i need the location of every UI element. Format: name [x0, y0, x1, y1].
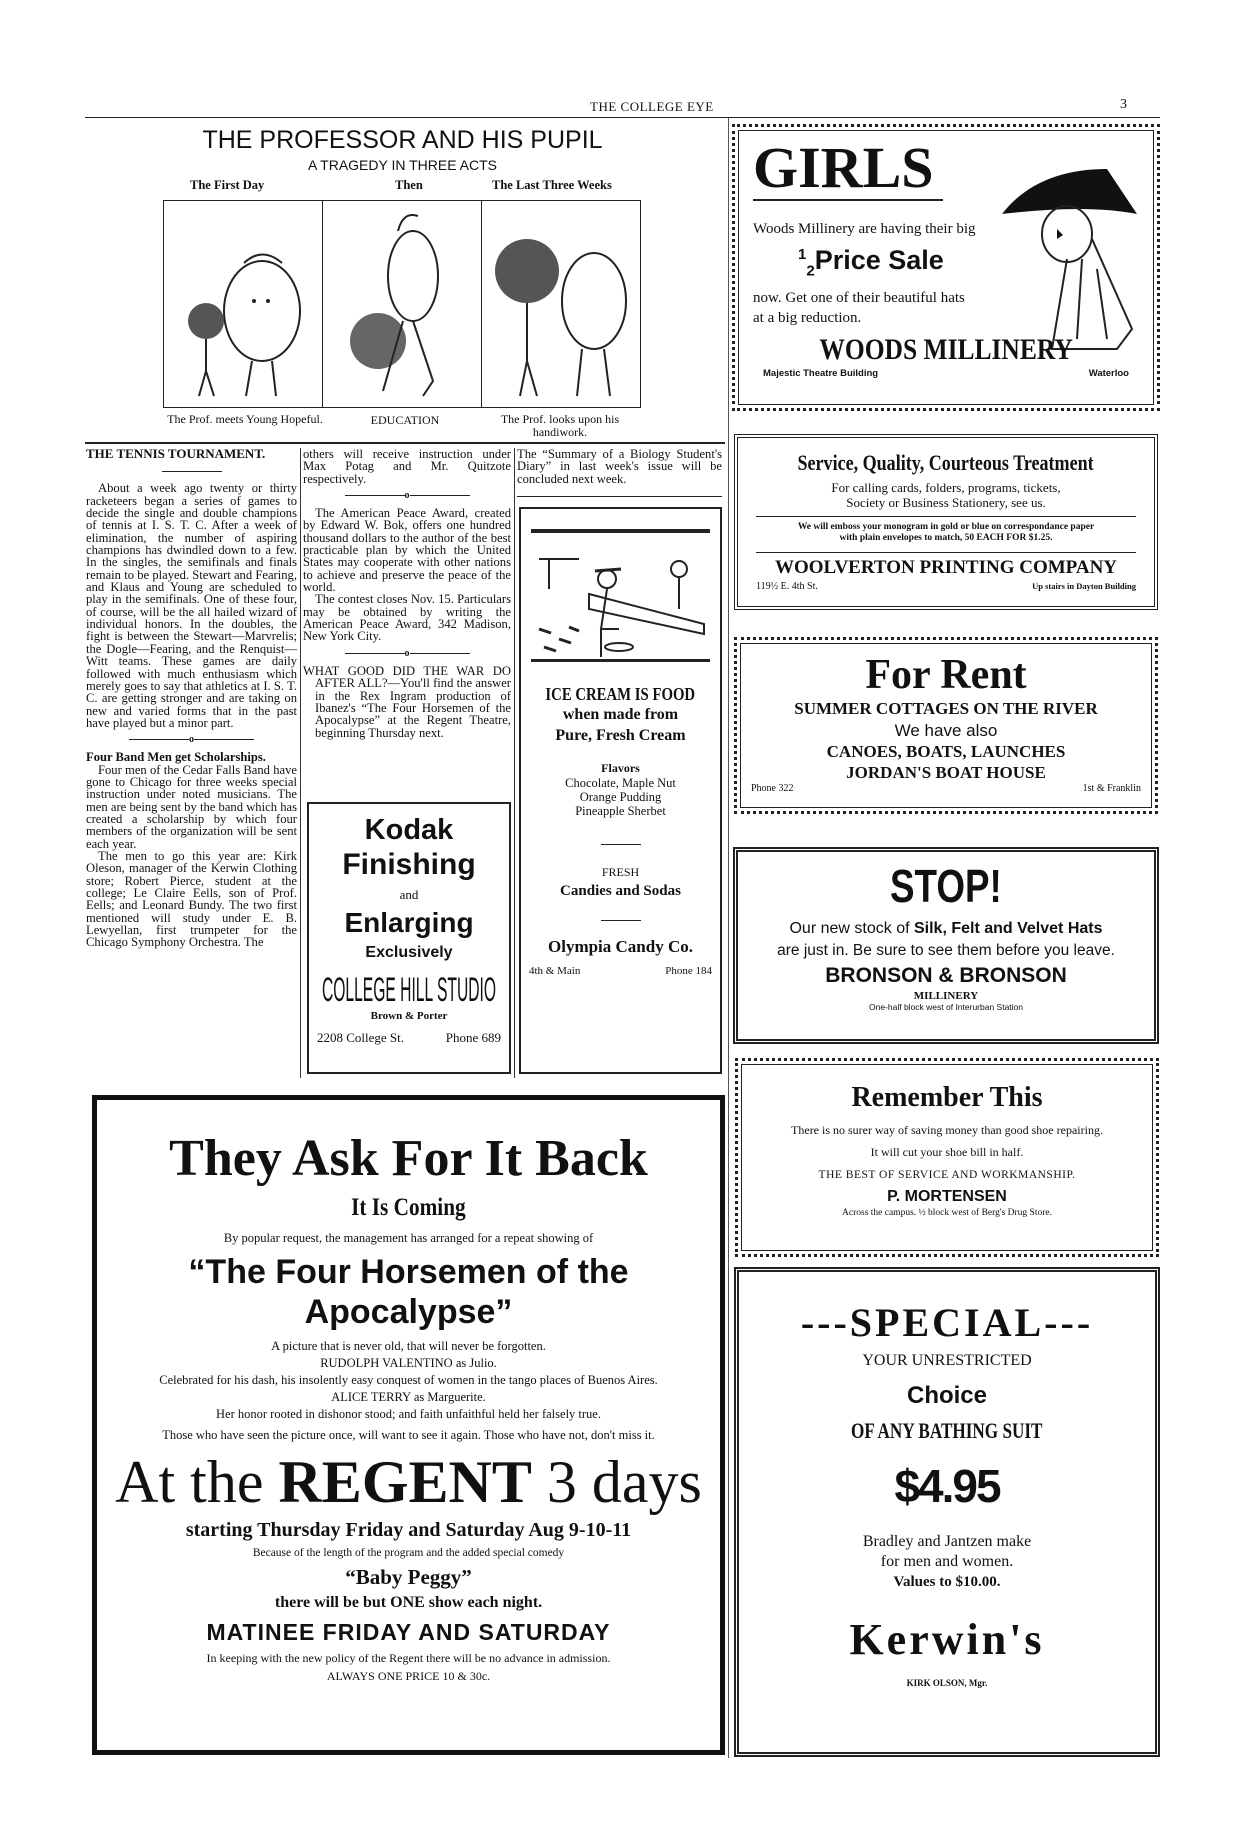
woods-line: at a big reduction. — [753, 310, 862, 327]
for-rent-headline: For Rent — [865, 652, 1027, 698]
remember-line: THE BEST OF SERVICE AND WORKMANSHIP. — [818, 1169, 1076, 1181]
bronson-location: One-half block west of Interurban Station — [868, 1002, 1024, 1012]
regent-line: Her honor rooted in dishonor stood; and faith unfaithful held her falsely true. — [216, 1407, 601, 1421]
enlarging-line: Enlarging — [344, 907, 474, 938]
kerwins-name: Kerwin's — [849, 1615, 1045, 1664]
header-rule — [85, 117, 1160, 118]
cartoon-subtitle: A TRAGEDY IN THREE ACTS — [307, 157, 498, 173]
hats-text: Silk, Felt and Velvet Hats — [913, 920, 1103, 937]
kodak-ad — [307, 802, 511, 1074]
studio-owners: Brown & Porter — [370, 1010, 448, 1022]
printing-line: For calling cards, folders, programs, tickets, — [831, 480, 1061, 495]
printing-line: with plain envelopes to match, 50 EACH FOR $1.25. — [756, 533, 1136, 553]
mortensen-shoe-repair-ad — [735, 1058, 1159, 1257]
regent-subheadline: It Is Coming — [351, 1194, 466, 1221]
studio-name: COLLEGE HILL STUDIO — [321, 971, 497, 1009]
professor-meets-pupil-illustration — [164, 201, 322, 406]
cartoon-panel-1 — [164, 201, 323, 407]
olympia-phone: Phone 184 — [665, 965, 712, 977]
matinee-line: MATINEE FRIDAY AND SATURDAY — [206, 1619, 611, 1645]
panel-label-1: The First Day — [190, 178, 265, 192]
war-article: WHAT GOOD DID THE WAR DO AFTER ALL?—You'll find the answer in the Rex Ingram production of Ibanez's “The Four Horsemen of the Apocalypse” at the Regent Theatre, beginning Thursday next. — [303, 663, 511, 740]
woods-line: Woods Millinery are having their big — [753, 221, 976, 237]
regent-line: In keeping with the new policy of the Regent there will be no advance in admission. — [206, 1651, 611, 1665]
stop-line: are just in. Be sure to see them before you leave. — [777, 942, 1115, 959]
regent-name: REGENT — [278, 1449, 532, 1515]
special-line: Values to $10.00. — [893, 1574, 1001, 1590]
separator — [86, 464, 297, 478]
separator: o — [86, 733, 297, 747]
rent-line: SUMMER COTTAGES ON THE RIVER — [794, 699, 1098, 718]
woolverton-printing-ad — [734, 434, 1158, 610]
special-headline: ---SPECIAL--- — [800, 1300, 1094, 1345]
choice-line: Choice — [906, 1382, 987, 1409]
kodak-line: Kodak — [364, 814, 454, 846]
printing-line: We will emboss your monogram in gold or blue on correspondance paper — [797, 522, 1095, 532]
panel-caption-2: EDUCATION — [370, 413, 440, 427]
biology-note: The “Summary of a Biology Student's Diary” in last week's issue will be concluded next week. — [517, 447, 722, 486]
olympia-address: 4th & Main — [529, 965, 581, 977]
flavor-item: Pineapple Sherbet — [575, 804, 666, 818]
fraction-denominator: 2 — [806, 262, 815, 280]
regent-price: ALWAYS ONE PRICE 10 & 30c. — [326, 1669, 491, 1683]
peace-paragraph-1: The American Peace Award, created by Edward W. Bok, offers one hundred thousand dollars to the author of the best practicable plan by which the United States may cooperate with other nations to achieve and preserve the peace of the world. — [303, 506, 511, 595]
separator: o — [303, 489, 511, 503]
regent-line: ALICE TERRY as Marguerite. — [331, 1390, 486, 1404]
stop-headline: STOP! — [890, 860, 1002, 912]
price-sale-line: Price Sale — [814, 245, 944, 275]
woods-line: now. Get one of their beautiful hats — [753, 290, 965, 307]
band-headline: Four Band Men get Scholarships. — [86, 750, 266, 765]
boat-house-phone: Phone 322 — [751, 783, 794, 794]
regent-line: Those who have seen the picture once, will want to see it again. Those who have not, don't miss it. — [162, 1428, 655, 1442]
mortensen-location: Across the campus. ½ block west of Berg's Drug Store. — [842, 1208, 1052, 1218]
olympia-line: Pure, Fresh Cream — [555, 727, 686, 744]
column-divider — [514, 448, 515, 1078]
printing-address: 119½ E. 4th St. — [756, 581, 818, 592]
fresh-label: FRESH — [601, 865, 640, 879]
rent-line: CANOES, BOATS, LAUNCHES — [826, 742, 1066, 761]
remember-headline: Remember This — [851, 1082, 1043, 1113]
bronson-type: MILLINERY — [913, 990, 979, 1002]
printing-headline: Service, Quality, Courteous Treatment — [797, 450, 1095, 475]
cartoon-strip — [163, 200, 641, 408]
olympia-name: Olympia Candy Co. — [548, 937, 693, 956]
at-the-text: At the — [115, 1449, 279, 1515]
column-1 — [86, 448, 297, 949]
band-paragraph-2: The men to go this year are: Kirk Oleson, manager of the Kerwin Clothing store; Robert Pierce, student at the college; Le Claire Eells, son of Prof. Eells; and Leonard Bundy. The two first mentioned will study under E. B. Lewyellan, first trumpeter for the Chicago Symphony Orchestra. The — [86, 848, 297, 950]
film-title: “The Four Horsemen of the Apocalypse” — [188, 1253, 629, 1331]
tennis-body: About a week ago twenty or thirty racketeers began a series of games to decide the single and double champions of tennis at I. S. T. C. After a week of elimination, the number of aspiring champions has dwindled down to a few. In the singles, the semifinals and finals remain to be played. Stewart and Fearing, and Klaus and Young are scheduled to play in the semifinals. One of these four, of course, will be the all hailed wizard of individual honors. In the doubles, the fight is between the Stewart—Marvrelis; the Dogle—Fearing, and the Renquist—Witt teams. These games are daily followed with much enthusiasm which merely goes to say that athletics at I. S. T. C. are getting stronger and are taking on new and varied forms that in the past have played but a minor part. — [86, 481, 297, 730]
panel-caption-3: The Prof. looks upon his handiwork. — [500, 412, 620, 439]
flavor-item: Chocolate, Maple Nut — [565, 776, 676, 790]
special-line: for men and women. — [880, 1553, 1014, 1570]
special-line: Bradley and Jantzen make — [862, 1533, 1032, 1550]
woods-location: Majestic Theatre Building — [763, 368, 879, 380]
regent-line: By popular request, the management has arranged for a repeat showing of — [223, 1231, 594, 1245]
panel-caption-1: The Prof. meets Young Hopeful. — [167, 412, 323, 426]
ice-cream-headline: ICE CREAM IS FOOD — [545, 684, 696, 704]
olympia-line: when made from — [562, 706, 679, 723]
studio-phone: Phone 689 — [445, 1030, 501, 1045]
bathing-suit-line: OF ANY BATHING SUIT — [851, 1418, 1043, 1443]
boat-house-ad — [734, 637, 1158, 814]
candies-line: Candies and Sodas — [560, 883, 681, 899]
bronson-millinery-ad — [733, 847, 1159, 1044]
professor-handiwork-illustration — [482, 201, 640, 406]
special-line: YOUR UNRESTRICTED — [862, 1352, 1032, 1369]
rule — [601, 920, 641, 921]
column-divider — [728, 118, 729, 1758]
printing-location: Up stairs in Dayton Building — [1032, 581, 1136, 591]
column-divider — [300, 448, 301, 1078]
fraction-numerator: 1 — [798, 246, 807, 263]
regent-dates: starting Thursday Friday and Saturday Aug 9-10-11 — [185, 1519, 632, 1541]
exclusively-line: Exclusively — [365, 944, 453, 961]
cartoon-title: THE PROFESSOR AND HIS PUPIL — [202, 126, 603, 154]
peace-paragraph-2: The contest closes Nov. 15. Particulars may be obtained by writing the American Peace Award, 342 Madison, New York City. — [303, 592, 511, 644]
woman-in-hat-illustration — [997, 149, 1147, 354]
printing-line: Society or Business Stationery, see us. — [756, 495, 1136, 517]
studio-address: 2208 College St. — [317, 1030, 405, 1045]
kerwins-bathing-suit-ad — [734, 1267, 1160, 1757]
separator: o — [303, 647, 511, 661]
column-2 — [303, 448, 511, 739]
section-rule — [85, 442, 725, 444]
rule — [517, 496, 722, 497]
woods-millinery-ad — [732, 124, 1160, 411]
regent-line: Because of the length of the program and the added special comedy — [252, 1547, 565, 1559]
stop-line: Our new stock of — [789, 920, 914, 937]
regent-line: A picture that is never old, that will never be forgotten. — [271, 1339, 546, 1353]
mortensen-name: P. MORTENSEN — [887, 1188, 1007, 1205]
education-illustration — [323, 201, 481, 406]
days-text: 3 days — [531, 1449, 702, 1515]
rule — [601, 844, 641, 845]
regent-line: RUDOLPH VALENTINO as Julio. — [320, 1356, 497, 1370]
comedy-title: “Baby Peggy” — [345, 1565, 472, 1589]
bronson-name: BRONSON & BRONSON — [825, 964, 1067, 987]
bathing-suit-price: $4.95 — [894, 1460, 1000, 1512]
soda-fountain-illustration — [529, 519, 712, 669]
cartoon-panel-2 — [323, 201, 482, 407]
regent-headline: They Ask For It Back — [169, 1130, 648, 1187]
printing-company-name: WOOLVERTON PRINTING COMPANY — [774, 557, 1118, 578]
band-paragraph-1: Four men of the Cedar Falls Band have gone to Chicago for three weeks special instruction under noted musicians. The men are being sent by the band which has created a scholarship by which four members of the organization will be sent each year. — [86, 762, 297, 851]
boat-house-name: JORDAN'S BOAT HOUSE — [846, 763, 1046, 782]
panel-label-2: Then — [395, 178, 423, 192]
panel-label-3: The Last Three Weeks — [492, 178, 612, 192]
olympia-candy-ad — [519, 507, 722, 1074]
girls-headline: GIRLS — [753, 137, 943, 201]
regent-theatre-ad — [92, 1095, 725, 1755]
remember-line: It will cut your shoe bill in half. — [870, 1145, 1024, 1159]
kerwins-manager: KIRK OLSON, Mgr. — [906, 1678, 988, 1688]
boat-house-address: 1st & Franklin — [1082, 783, 1141, 794]
flavors-title: Flavors — [601, 761, 640, 775]
cartoon-panel-3 — [482, 201, 640, 407]
band-continued: others will receive instruction under Max Potag and Mr. Quitzote respectively. — [303, 447, 511, 486]
studio-name-wrap — [309, 970, 509, 1010]
page-number: 3 — [1120, 97, 1127, 112]
remember-line: There is no surer way of saving money than good shoe repairing. — [791, 1123, 1103, 1137]
woods-city: Waterloo — [1088, 368, 1129, 380]
finishing-line: Finishing — [342, 848, 476, 881]
flavor-item: Orange Pudding — [579, 790, 662, 804]
masthead: THE COLLEGE EYE — [590, 99, 714, 114]
woods-name: WOODS MILLINERY — [819, 333, 1073, 367]
rent-line: We have also — [894, 721, 998, 740]
regent-line: there will be but ONE show each night. — [274, 1594, 543, 1611]
regent-line: Celebrated for his dash, his insolently easy conquest of women in the tango places of Buenos Aires. — [159, 1373, 658, 1387]
and-line: and — [399, 887, 419, 902]
tennis-headline: THE TENNIS TOURNAMENT. — [86, 446, 266, 461]
